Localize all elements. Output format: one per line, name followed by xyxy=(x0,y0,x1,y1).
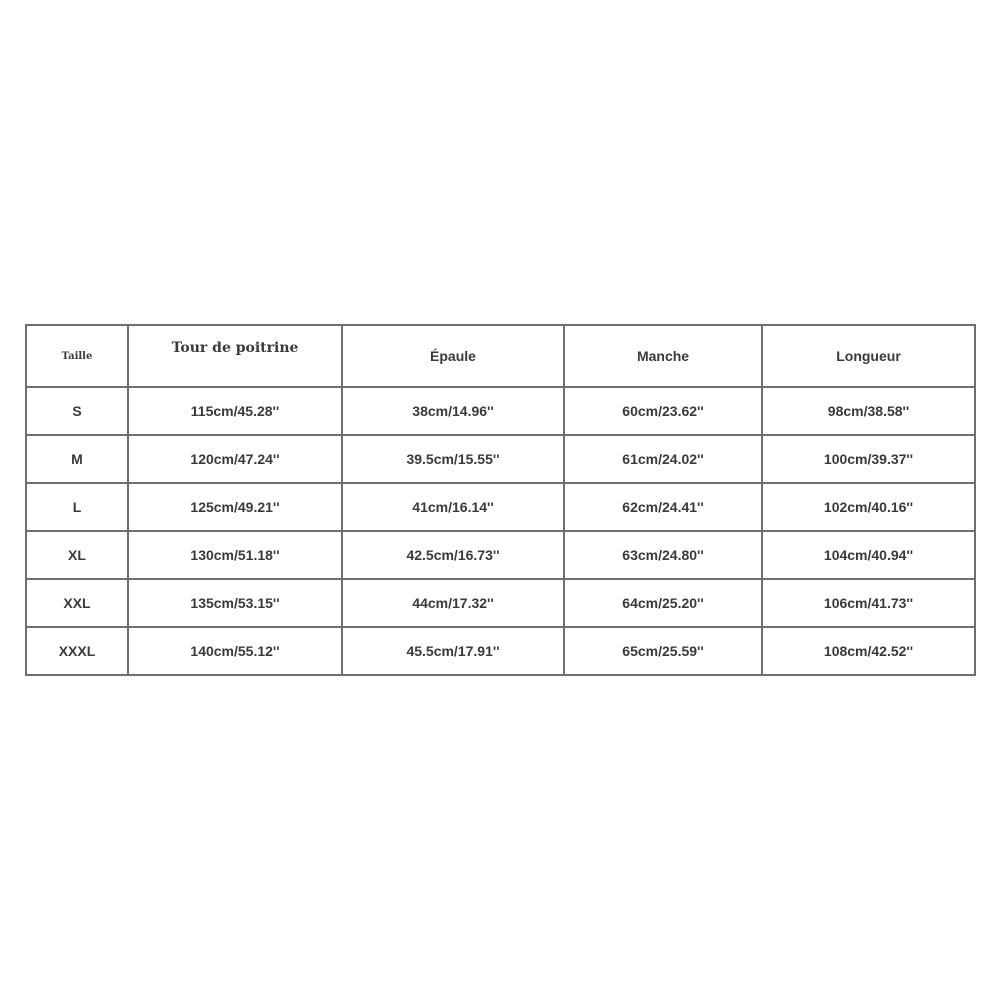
shoulder-cell: 38cm/14.96'' xyxy=(342,387,564,435)
sleeve-cell: 60cm/23.62'' xyxy=(564,387,762,435)
length-cell: 100cm/39.37'' xyxy=(762,435,975,483)
size-cell: S xyxy=(26,387,128,435)
shoulder-cell: 45.5cm/17.91'' xyxy=(342,627,564,675)
sleeve-cell: 64cm/25.20'' xyxy=(564,579,762,627)
length-cell: 108cm/42.52'' xyxy=(762,627,975,675)
header-taille: Taille xyxy=(26,325,128,387)
sleeve-cell: 62cm/24.41'' xyxy=(564,483,762,531)
header-longueur: Longueur xyxy=(762,325,975,387)
shoulder-cell: 42.5cm/16.73'' xyxy=(342,531,564,579)
length-cell: 102cm/40.16'' xyxy=(762,483,975,531)
chest-cell: 135cm/53.15'' xyxy=(128,579,342,627)
size-cell: L xyxy=(26,483,128,531)
chest-cell: 140cm/55.12'' xyxy=(128,627,342,675)
size-cell: XL xyxy=(26,531,128,579)
length-cell: 104cm/40.94'' xyxy=(762,531,975,579)
sleeve-cell: 65cm/25.59'' xyxy=(564,627,762,675)
length-cell: 106cm/41.73'' xyxy=(762,579,975,627)
chest-cell: 120cm/47.24'' xyxy=(128,435,342,483)
table-row xyxy=(26,579,975,627)
header-epaule: Épaule xyxy=(342,325,564,387)
table-header-row xyxy=(26,325,975,387)
table-row xyxy=(26,435,975,483)
chest-cell: 130cm/51.18'' xyxy=(128,531,342,579)
sleeve-cell: 61cm/24.02'' xyxy=(564,435,762,483)
table-row xyxy=(26,387,975,435)
size-chart-table xyxy=(25,324,976,676)
size-cell: XXXL xyxy=(26,627,128,675)
shoulder-cell: 44cm/17.32'' xyxy=(342,579,564,627)
size-cell: M xyxy=(26,435,128,483)
chest-cell: 115cm/45.28'' xyxy=(128,387,342,435)
header-manche: Manche xyxy=(564,325,762,387)
shoulder-cell: 39.5cm/15.55'' xyxy=(342,435,564,483)
shoulder-cell: 41cm/16.14'' xyxy=(342,483,564,531)
chest-cell: 125cm/49.21'' xyxy=(128,483,342,531)
size-cell: XXL xyxy=(26,579,128,627)
table-row xyxy=(26,483,975,531)
header-tour-de-poitrine: Tour de poitrine xyxy=(128,325,342,387)
sleeve-cell: 63cm/24.80'' xyxy=(564,531,762,579)
length-cell: 98cm/38.58'' xyxy=(762,387,975,435)
table-row xyxy=(26,627,975,675)
table-row xyxy=(26,531,975,579)
